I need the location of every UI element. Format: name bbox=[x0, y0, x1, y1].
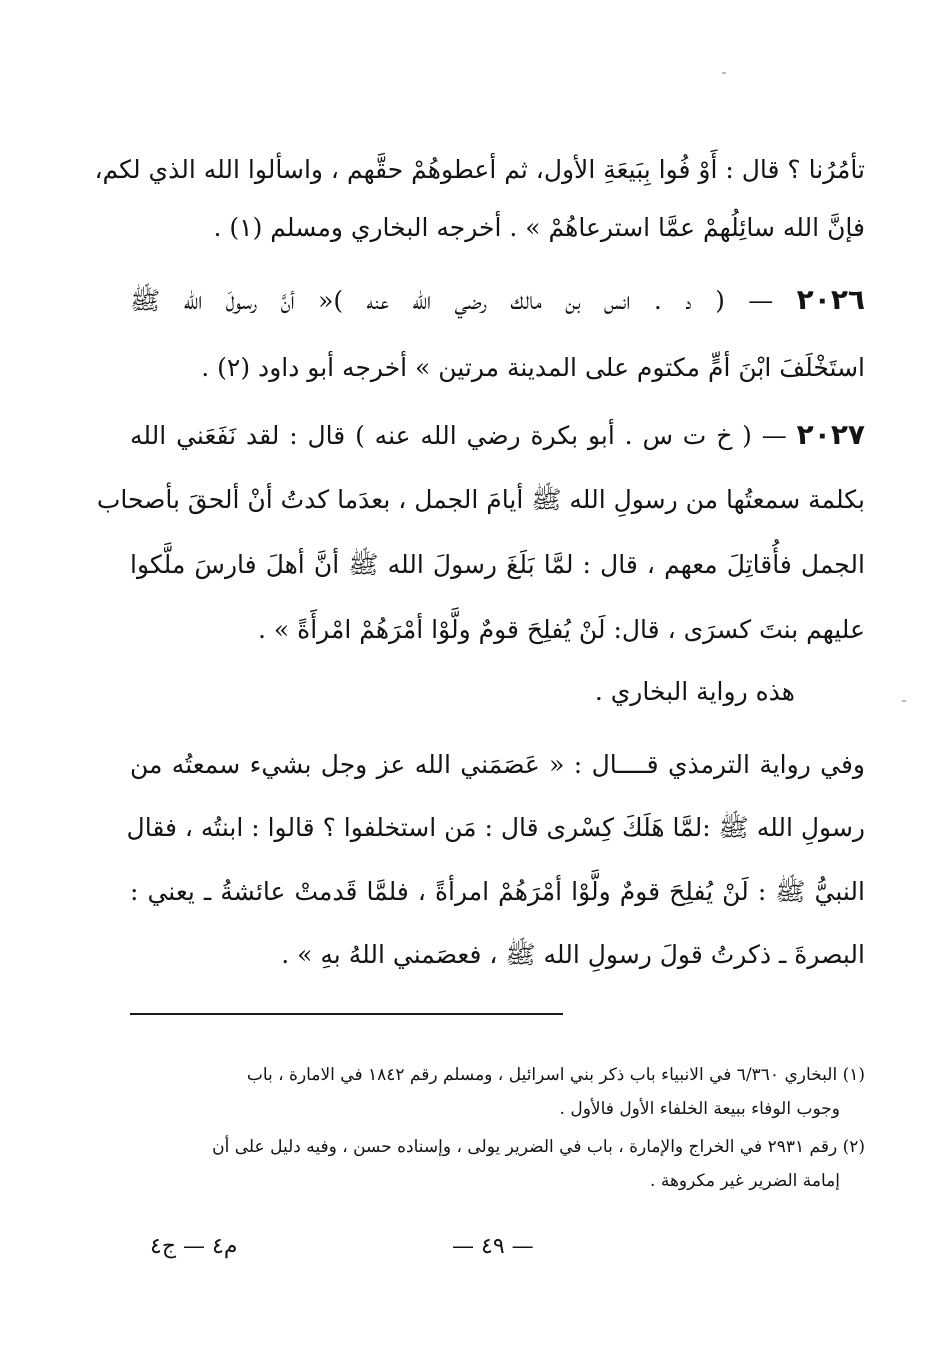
hadith-text: — ( خ ت س . أبو بكرة رضي الله عنه ) قال : لقد نَفَعَني الله bbox=[130, 421, 787, 450]
hadith-2026-line-2: استَخْلَفَ ابْنَ أمٍّ مكتوم على المدينة مرتين » أخرجه أبو داود (٢) . bbox=[201, 353, 865, 382]
body-line-1: تأمُرُنا ؟ قال : أَوْ فُوا بِبَيعَةِ الأول، ثم أعطوهُمْ حقَّهم ، واسألوا الله الذي لكم، bbox=[94, 155, 865, 184]
footnote-divider bbox=[130, 1013, 563, 1015]
narration-note: هذه رواية البخاري . bbox=[594, 677, 795, 706]
volume-signature: م٤ — ج٤ bbox=[150, 1234, 238, 1259]
scan-speck bbox=[902, 700, 906, 702]
body-line-2: فإنَّ الله سائِلُهمْ عمَّا استرعاهُمْ » . أخرجه البخاري ومسلم (١) . bbox=[213, 213, 865, 242]
footnote-1-line-2: وجوب الوفاء ببيعة الخلفاء الأول فالأول . bbox=[559, 1099, 840, 1119]
hadith-2027-line-1 bbox=[130, 415, 865, 456]
tirmidhi-line-4: البصرةَ ـ ذكرتُ قولَ رسولِ الله ﷺ ، فعصَمني اللهُ بهِ » . bbox=[281, 940, 865, 969]
footnote-1-line-1: (١) البخاري ٦/٣٦٠ في الانبياء باب ذكر بني اسرائيل ، ومسلم رقم ١٨٤٢ في الامارة ، باب bbox=[246, 1065, 865, 1085]
hadith-text: — ( د . انس بن مالك رضي الله عنه )« أنَّ رسولَ الله ﷺ bbox=[130, 286, 774, 315]
footnote-2-line-1: (٢) رقم ٢٩٣١ في الخراج والإمارة ، باب في الضرير يولى ، وإسناده حسن ، وفيه دليل على أن bbox=[212, 1137, 865, 1157]
hadith-2027-line-3: الجمل فأُقاتِلَ معهم ، قال : لمَّا بَلَغَ رسولَ الله ﷺ أنَّ أهلَ فارسَ ملَّكوا bbox=[130, 550, 865, 579]
hadith-2027-line-2: بكلمة سمعتُها من رسولِ الله ﷺ أيامَ الجمل ، بعدَما كدتُ أنْ ألحقَ بأصحاب bbox=[96, 485, 865, 514]
footnote-2-line-2: إمامة الضرير غير مكروهة . bbox=[650, 1171, 840, 1191]
hadith-2027-line-4: عليهم بنتَ كسرَى ، قال: لَنْ يُفلِحَ قومٌ ولَّوْا أمْرَهُمْ امْرأَةً » . bbox=[257, 615, 865, 644]
hadith-number: ٢٠٢٧ bbox=[796, 418, 866, 451]
tirmidhi-line-3: النبيُّ ﷺ : لَنْ يُفلِحَ قومٌ ولَّوْا أمْرَهُمْ امرأةً ، فلمَّا قَدمتْ عائشةُ ـ يعني : bbox=[130, 877, 865, 906]
scan-speck bbox=[722, 72, 726, 74]
hadith-2026-line-1 bbox=[130, 280, 865, 321]
hadith-number: ٢٠٢٦ bbox=[796, 283, 865, 316]
tirmidhi-line-1: وفي رواية الترمذي قــــال : « عَصَمَني الله عز وجل بشيء سمعتُه من bbox=[130, 750, 865, 779]
tirmidhi-line-2: رسولِ الله ﷺ :لمَّا هَلَكَ كِسْرى قال : مَن استخلفوا ؟ قالوا : ابنتُه ، فقال bbox=[126, 813, 865, 842]
page-number: — ٤٩ — bbox=[452, 1234, 534, 1259]
